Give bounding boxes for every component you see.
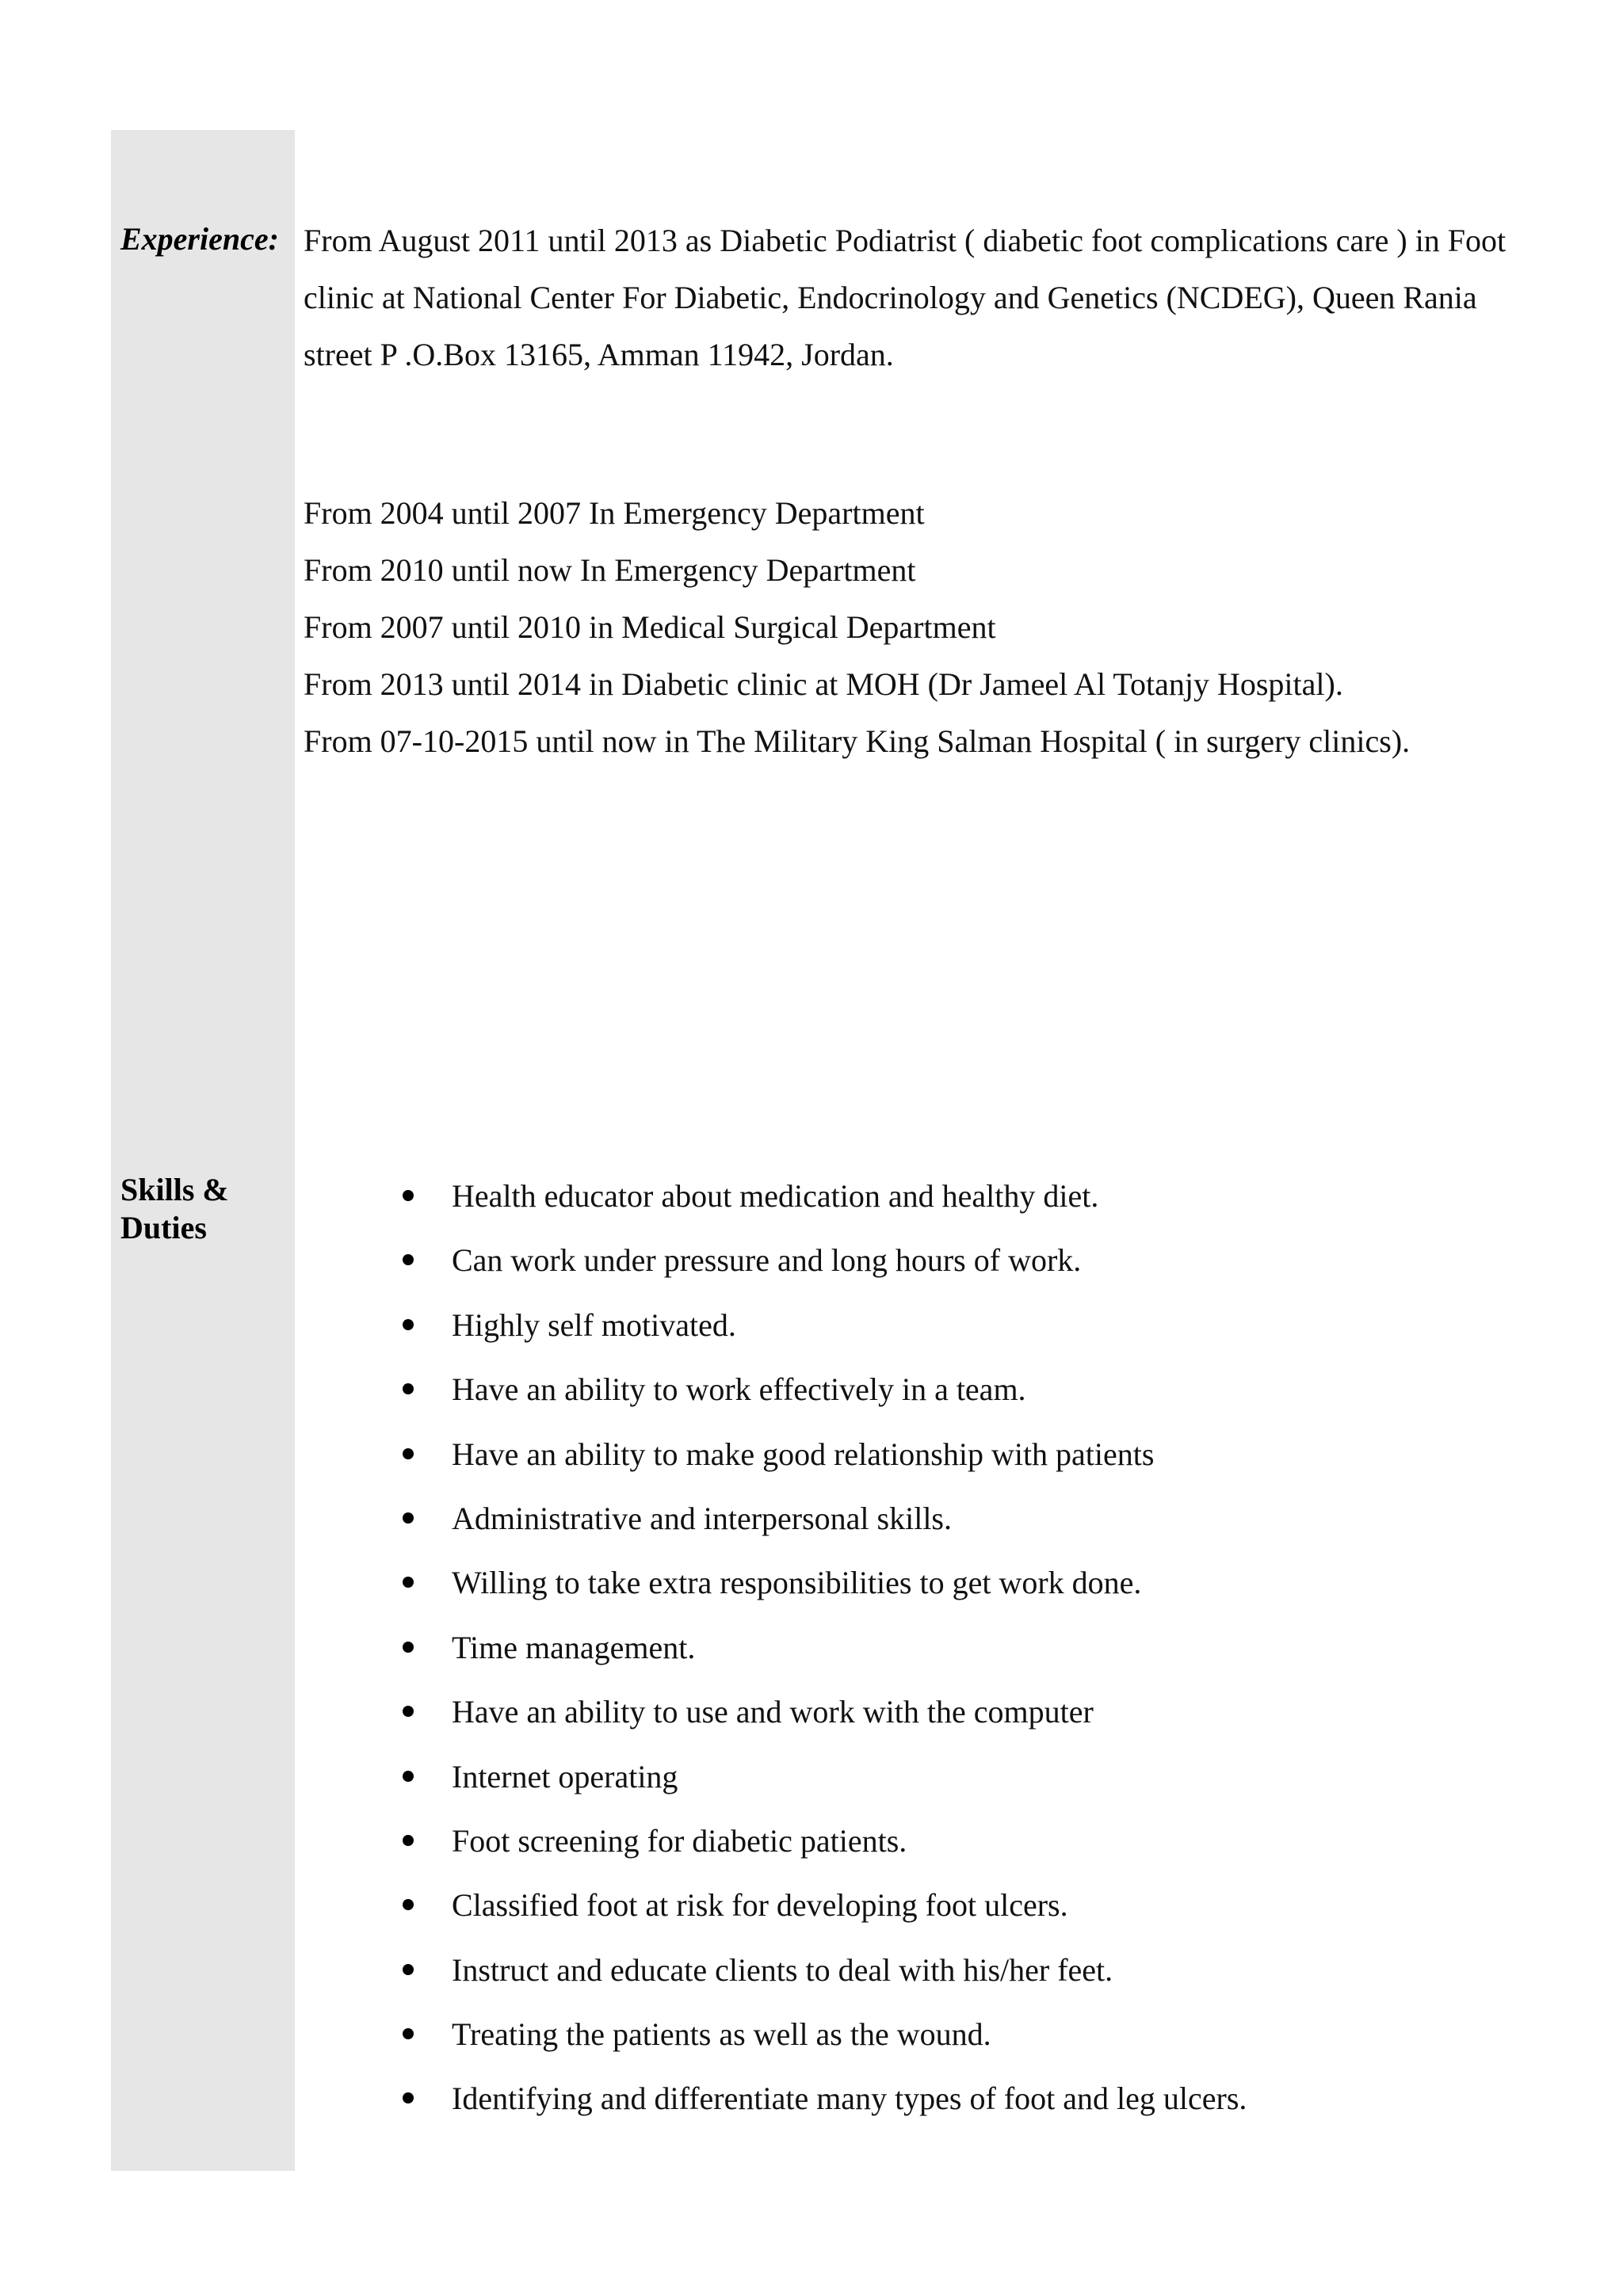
skill-text: Internet operating	[452, 1758, 678, 1794]
bullet-icon	[403, 1254, 414, 1265]
skill-item	[0, 1877, 1623, 1941]
skill-text: Treating the patients as well as the wound.	[452, 2016, 991, 2053]
skill-item	[0, 1490, 1623, 1554]
skill-text: Identifying and differentiate many types of foot and leg ulcers.	[452, 2081, 1247, 2117]
bullet-icon	[403, 1964, 414, 1975]
skill-item	[0, 1554, 1623, 1619]
bullet-icon	[403, 2028, 414, 2039]
skill-item	[0, 1297, 1623, 1361]
skill-item	[0, 1684, 1623, 1748]
bullet-icon	[403, 1771, 414, 1782]
bullet-icon	[403, 1706, 414, 1717]
bullet-icon	[403, 1319, 414, 1330]
skill-text: Instruct and educate clients to deal with his/her feet.	[452, 1951, 1113, 1988]
experience-heading: Experience:	[120, 221, 279, 257]
experience-summary: From August 2011 until 2013 as Diabetic Podiatrist ( diabetic foot complications care ) in Foot clinic at National Center For Diabetic, Endocrinology and Genetics (NCDEG), Queen Rania street P .O.Box 13165, Amman 11942, Jordan.	[304, 223, 1507, 372]
experience-list	[304, 485, 1540, 770]
skills-list	[0, 1168, 1623, 2135]
experience-entry: From 2007 until 2010 in Medical Surgical Department	[304, 609, 996, 645]
experience-entry: From 2010 until now In Emergency Department	[304, 552, 916, 588]
skill-text: Have an ability to work effectively in a team.	[452, 1371, 1026, 1408]
skill-text: Willing to take extra responsibilities to get work done.	[452, 1565, 1142, 1601]
skill-text: Classified foot at risk for developing foot ulcers.	[452, 1887, 1068, 1924]
skill-text: Health educator about medication and healthy diet.	[452, 1178, 1099, 1214]
skill-text: Time management.	[452, 1629, 696, 1665]
skill-item	[0, 1749, 1623, 1813]
skill-text: Administrative and interpersonal skills.	[452, 1500, 952, 1536]
bullet-icon	[403, 1642, 414, 1653]
experience-entry: From 2013 until 2014 in Diabetic clinic at MOH (Dr Jameel Al Totanjy Hospital).	[304, 666, 1343, 702]
bullet-icon	[403, 1448, 414, 1459]
skill-item	[0, 1813, 1623, 1877]
skill-item	[0, 2006, 1623, 2070]
skill-text: Foot screening for diabetic patients.	[452, 1822, 907, 1859]
experience-entry: From 2004 until 2007 In Emergency Department	[304, 495, 925, 531]
bullet-icon	[403, 1835, 414, 1846]
skills-heading: Skills & Duties	[120, 1172, 229, 1245]
skill-item	[0, 1168, 1623, 1232]
bullet-icon	[403, 1383, 414, 1394]
experience-entry: From 07-10-2015 until now in The Military King Salman Hospital ( in surgery clinics).	[304, 723, 1411, 759]
bullet-icon	[403, 1899, 414, 1910]
skill-item	[0, 1942, 1623, 2006]
skill-item	[0, 1426, 1623, 1490]
skill-text: Can work under pressure and long hours of work.	[452, 1242, 1082, 1279]
bullet-icon	[403, 1190, 414, 1201]
skill-item	[0, 1232, 1623, 1296]
bullet-icon	[403, 2092, 414, 2103]
skill-item	[0, 2070, 1623, 2134]
bullet-icon	[403, 1512, 414, 1524]
skill-item	[0, 1619, 1623, 1684]
skill-text: Have an ability to use and work with the computer	[452, 1694, 1094, 1730]
skill-text: Have an ability to make good relationship with patients	[452, 1436, 1155, 1472]
skill-item	[0, 1361, 1623, 1425]
skill-text: Highly self motivated.	[452, 1306, 736, 1343]
bullet-icon	[403, 1577, 414, 1588]
